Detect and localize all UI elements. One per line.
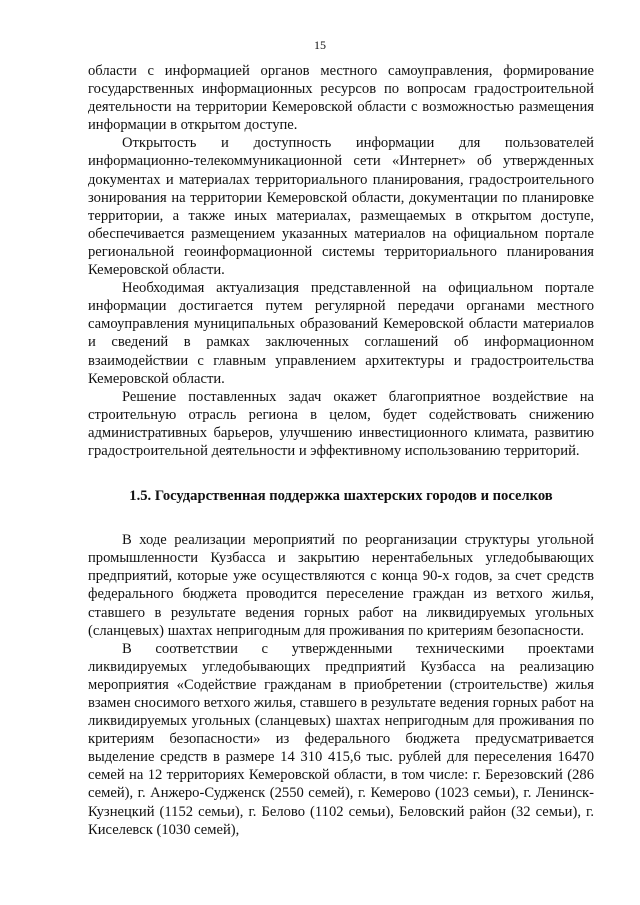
paragraph: Необходимая актуализация представленной на официальном портале информации достигается путем регулярной передачи органами местного самоуправления муниципальных образований Кемеровской области материалов и сведений в рамках заключенных соглашений об информационном взаимодействии с главным управлением архитектуры и градостроительства Кемеровской области. [88, 280, 594, 387]
paragraph: В ходе реализации мероприятий по реорганизации структуры угольной промышленности Кузбасса и закрытию нерентабельных угледобывающих предприятий, которые уже осуществляются с конца 90-х годов, за счет средств федерального бюджета проводится переселение граждан из ветхого жилья, ставшего в результате ведения горных работ на ликвидируемых угольных (сланцевых) шахтах непригодным для проживания по критериям безопасности. [88, 532, 594, 639]
page-number: 15 [314, 38, 326, 52]
paragraph: Открытость и доступность информации для пользователей информационно-телекоммуникационной сети «Интернет» об утвержденных документах и материалах территориального планирования, градостроительного зонирования на территории Кемеровской области, документации по планировке территории, а также иных материалах, размещаемых в открытом доступе, обеспечивается размещением указанных материалов на официальном портале региональной геоинформационной системы территориального планирования Кемеровской области. [88, 135, 594, 279]
paragraph: В соответствии с утвержденными техническими проектами ликвидируемых угледобывающих предприятий Кузбасса на реализацию мероприятия «Содействие гражданам в приобретении (строительстве) жилья взамен сносимого ветхого жилья, ставшего в результате ведения горных работ на ликвидируемых угольных (сланцевых) шахтах непригодным для проживания по критериям безопасности» из федерального бюджета предусматривается выделение средств в размере 14 310 415,6 тыс. рублей для переселения 16470 семей на 12 территориях Кемеровской области, в том числе: г. Березовский (286 семей), г. Анжеро-Судженск (2550 семей), г. Кемерово (1023 семьи), г. Ленинск-Кузнецкий (1152 семьи), г. Белово (1102 семьи), Беловский район (32 семьи), г. Киселевск (1030 семей), [88, 640, 594, 838]
section-heading: 1.5. Государственная поддержка шахтерских городов и поселков [129, 488, 553, 505]
document-body [88, 62, 594, 839]
paragraph: Решение поставленных задач окажет благоприятное воздействие на строительную отрасль региона в целом, будет содействовать снижению административных барьеров, улучшению инвестиционного климата, развитию градостроительной деятельности и эффективному использованию территорий. [88, 388, 594, 459]
paragraph: области с информацией органов местного самоуправления, формирование государственных информационных ресурсов по вопросам градостроительной деятельности на территории Кемеровской области с возможностью размещения информации в открытом доступе. [88, 63, 594, 134]
